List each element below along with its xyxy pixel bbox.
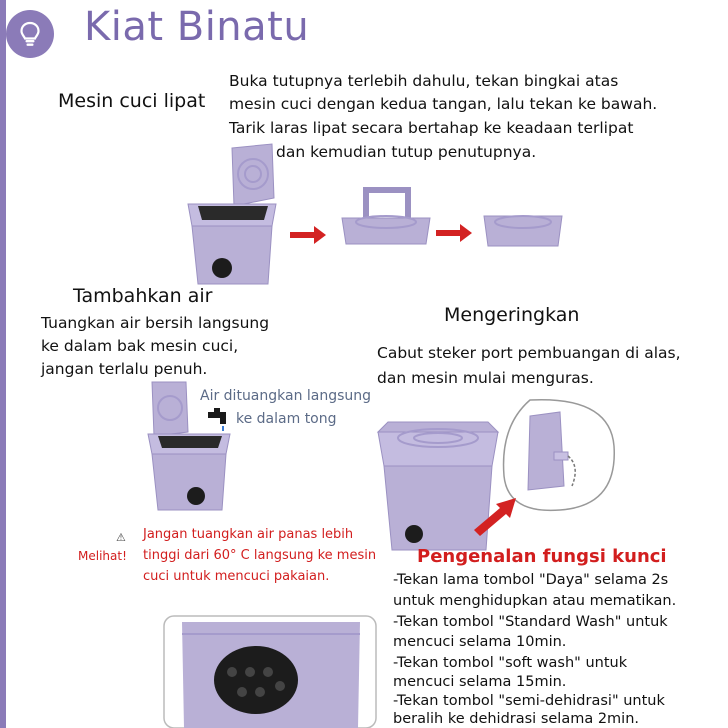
warning-line-1: Jangan tuangkan air panas lebih [143, 527, 354, 542]
drain-line-2: dan mesin mulai menguras. [377, 369, 594, 387]
fold-section-title: Mesin cuci lipat [58, 90, 206, 112]
drain-title: Mengeringkan [444, 304, 580, 326]
faucet-icon [204, 406, 232, 432]
lightbulb-icon [15, 19, 45, 49]
function-line-5: -Tekan tombol "soft wash" untuk [393, 655, 628, 671]
fold-line-1: Buka tutupnya terlebih dahulu, tekan bingkai atas [229, 72, 619, 90]
tip-badge [6, 10, 54, 58]
add-water-note-1: Air dituangkan langsung [200, 388, 372, 404]
add-water-line-1: Tuangkan air bersih langsung [41, 314, 270, 332]
fold-line-2: mesin cuci dengan kedua tangan, lalu tekan ke bawah. [229, 95, 658, 113]
add-water-note-2: ke dalam tong [236, 411, 337, 427]
add-water-line-3: jangan terlalu penuh. [41, 360, 208, 378]
arrow-right-icon [434, 222, 474, 244]
function-line-3: -Tekan tombol "Standard Wash" untuk [393, 614, 668, 630]
page-title: Kiat Binatu [84, 4, 310, 50]
drain-line-1: Cabut steker port pembuangan di alas, [377, 344, 681, 362]
function-line-2: untuk menghidupkan atau mematikan. [393, 593, 677, 609]
warning-label: Melihat! [78, 549, 127, 563]
washer-open-illustration [176, 140, 286, 290]
fold-line-4: dan kemudian tutup penutupnya. [276, 143, 537, 161]
function-line-6: mencuci selama 15min. [393, 674, 567, 690]
function-line-4: mencuci selama 10min. [393, 634, 567, 650]
washer-folded-handle-illustration [336, 186, 436, 256]
add-water-title: Tambahkan air [73, 285, 213, 307]
control-panel-closeup-illustration [160, 612, 380, 728]
function-line-8: beralih ke dehidrasi selama 2min. [393, 711, 640, 727]
warning-line-3: cuci untuk mencuci pakaian. [143, 569, 330, 584]
washer-folded-closed-illustration [478, 206, 568, 252]
arrow-right-icon [288, 224, 328, 246]
functions-title: Pengenalan fungsi kunci [417, 546, 667, 567]
arrow-up-right-icon [470, 494, 522, 538]
warning-line-2: tinggi dari 60° C langsung ke mesin [143, 548, 377, 563]
function-line-7: -Tekan tombol "semi-dehidrasi" untuk [393, 693, 665, 709]
fold-line-3: Tarik laras lipat secara bertahap ke keadaan terlipat [229, 119, 634, 137]
warning-icon: ⚠ [116, 531, 126, 544]
add-water-line-2: ke dalam bak mesin cuci, [41, 337, 239, 355]
function-line-1: -Tekan lama tombol "Daya" selama 2s [393, 572, 669, 588]
